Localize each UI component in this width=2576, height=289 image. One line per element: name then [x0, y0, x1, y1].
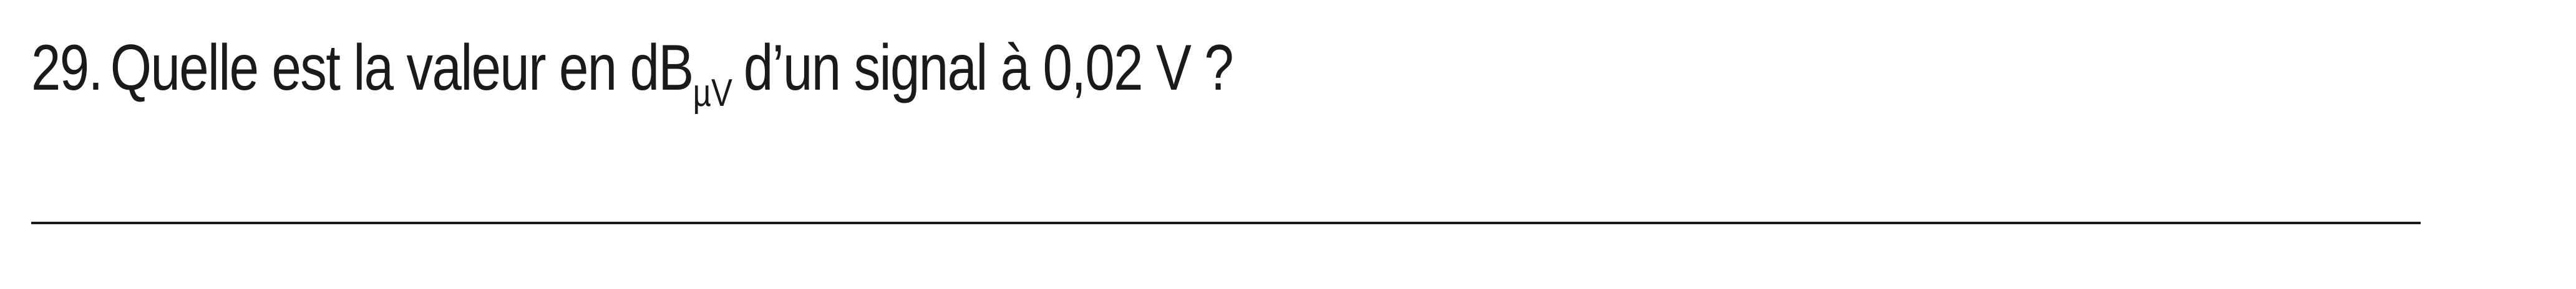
question-text-before: Quelle est la valeur en dB — [110, 32, 693, 104]
question-number: 29. — [31, 32, 102, 104]
question-text-after: d’un signal à 0,02 V ? — [743, 32, 1233, 104]
answer-line[interactable] — [31, 222, 2421, 224]
question-29 — [31, 32, 1233, 115]
unit-subscript: µV — [693, 72, 732, 115]
